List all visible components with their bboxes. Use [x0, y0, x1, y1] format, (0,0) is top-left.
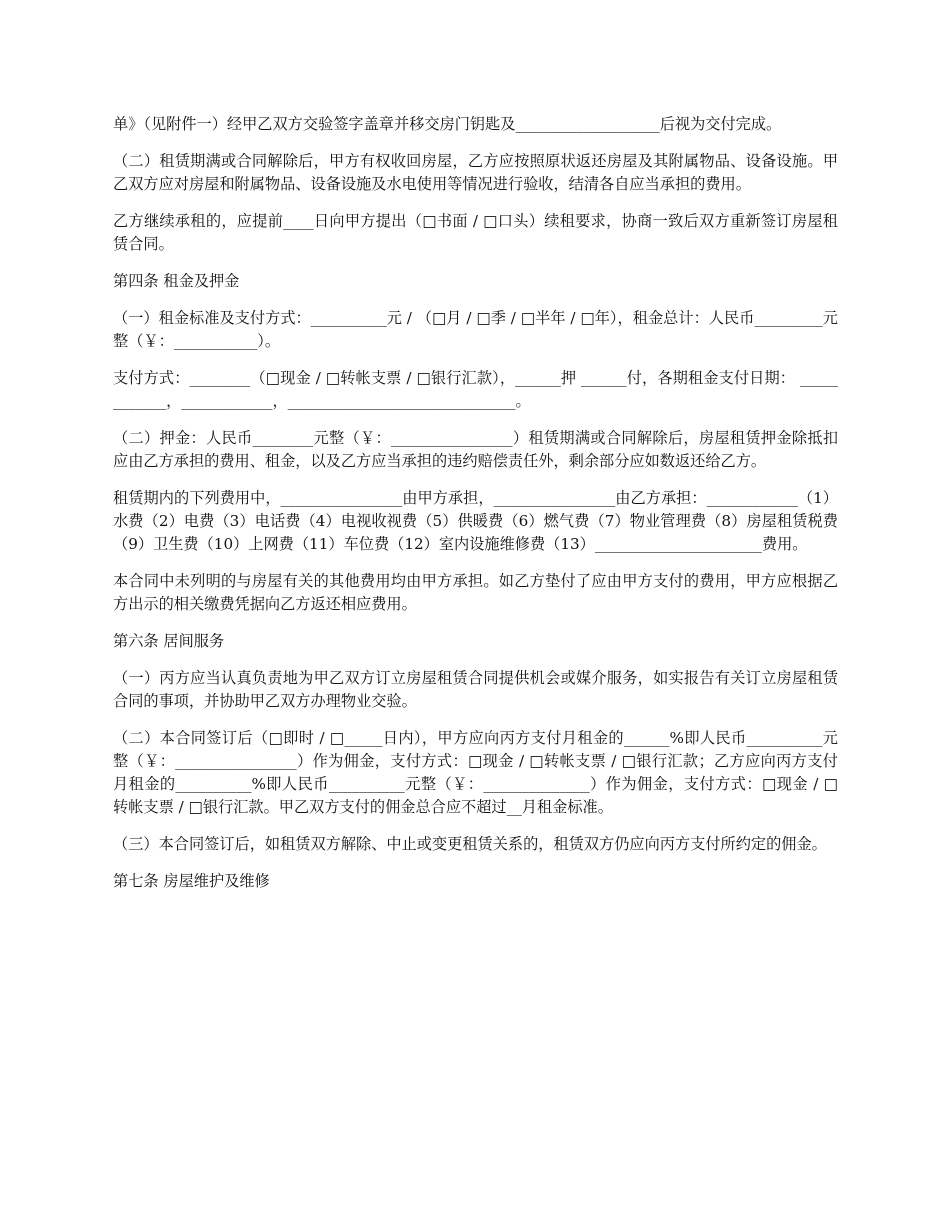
heading-article-4: 第四条 租金及押金	[113, 272, 240, 290]
paragraph-payment-method: 支付方式：________（□现金 / □转帐支票 / □银行汇款），______押 ______付，各期租金支付日期： ____________，____________，______________________________。	[113, 369, 838, 410]
paragraph-rent-standard: （一）租金标准及支付方式：__________元 / （□月 / □季 / □半年 / □年），租金总计：人民币_________元整（￥：___________）。	[113, 309, 838, 350]
contract-page	[113, 113, 838, 907]
paragraph-renewal: 乙方继续承租的，应提前____日向甲方提出（□书面 / □口头）续租要求，协商一致后双方重新签订房屋租赁合同。	[113, 212, 838, 253]
heading-article-7: 第七条 房屋维护及维修	[113, 872, 270, 890]
paragraph-fees: 租赁期内的下列费用中，________________由甲方承担，________________由乙方承担：____________（1）水费（2）电费（3）电话费（4）电视收视费（5）供暖费（6）燃气费（7）物业管理费（8）房屋租赁税费（9）卫生费（10）上网费（11）车位费（12）室内设施维修费（13）______________________费用。	[113, 489, 838, 553]
paragraph-delivery-completion: 单》（见附件一）经甲乙双方交验签字盖章并移交房门钥匙及___________________后视为交付完成。	[113, 115, 782, 133]
paragraph-commission: （二）本合同签订后（□即时 / □_____日内），甲方应向丙方支付月租金的______%即人民币__________元整（￥：________________）作为佣金，支付方式：□现金 / □转帐支票 / □银行汇款；乙方应向丙方支付月租金的__________%即人民币__________元整（￥：______________）作为佣金，支付方式：□现金 / □转帐支票 / □银行汇款。甲乙双方支付的佣金总合应不超过__月租金标准。	[113, 729, 838, 816]
paragraph-agency-duty: （一）丙方应当认真负责地为甲乙双方订立房屋租赁合同提供机会或媒介服务，如实报告有关订立房屋租赁合同的事项，并协助甲乙双方办理物业交验。	[113, 669, 838, 710]
paragraph-other-fees: 本合同中未列明的与房屋有关的其他费用均由甲方承担。如乙方垫付了应由甲方支付的费用，甲方应根据乙方出示的相关缴费凭据向乙方返还相应费用。	[113, 572, 838, 613]
paragraph-commission-termination: （三）本合同签订后，如租赁双方解除、中止或变更租赁关系的，租赁双方仍应向丙方支付所约定的佣金。	[113, 835, 827, 853]
paragraph-deposit: （二）押金：人民币________元整（￥：________________）租赁期满或合同解除后，房屋租赁押金除抵扣应由乙方承担的费用、租金，以及乙方应当承担的违约赔偿责任外，剩余部分应如数返还给乙方。	[113, 429, 838, 470]
paragraph-lease-expiry-return: （二）租赁期满或合同解除后，甲方有权收回房屋，乙方应按照原状返还房屋及其附属物品、设备设施。甲乙双方应对房屋和附属物品、设备设施及水电使用等情况进行验收，结清各自应当承担的费用。	[113, 152, 838, 193]
heading-article-6: 第六条 居间服务	[113, 632, 225, 650]
